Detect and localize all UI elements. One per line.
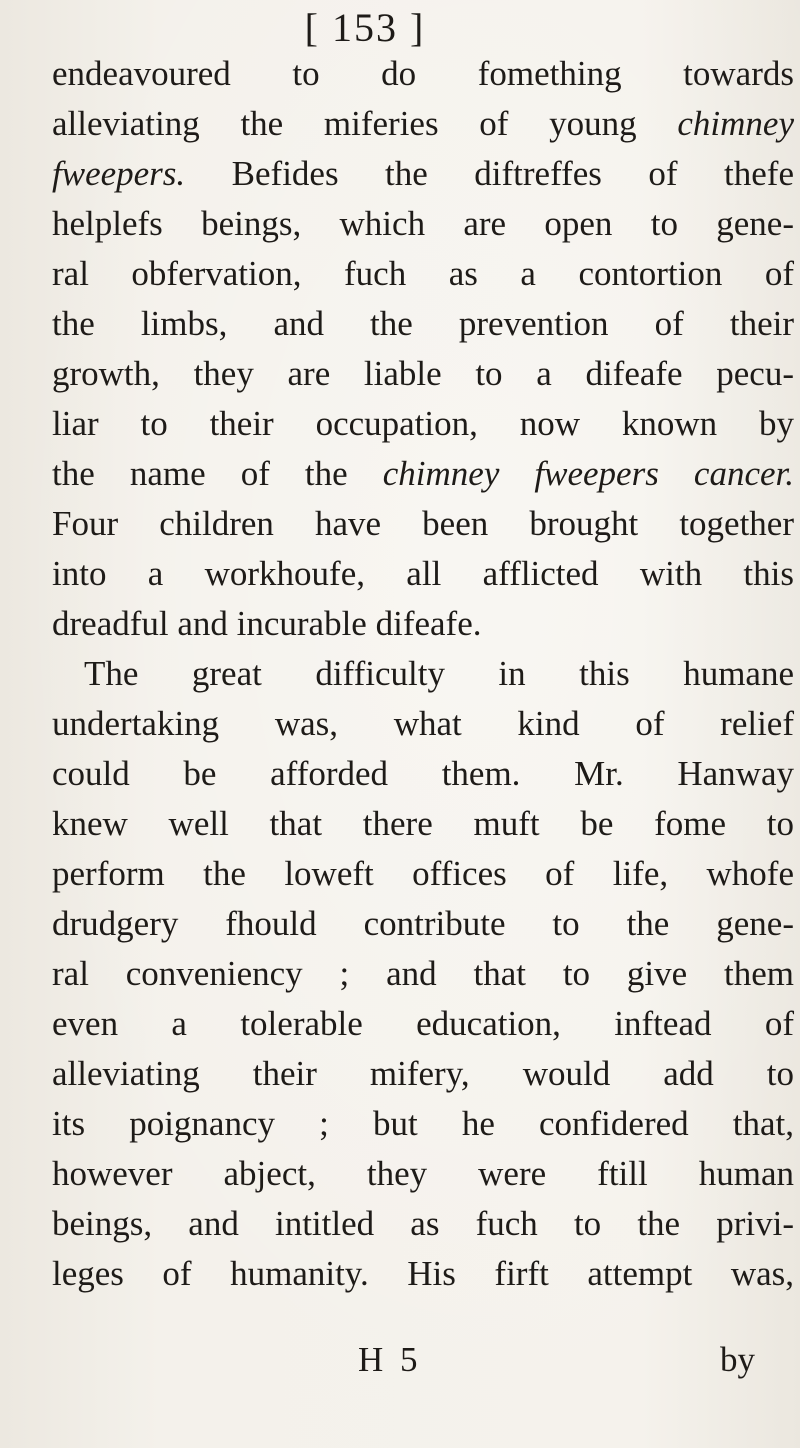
text-line: dreadful and incurable difeafe.: [52, 604, 482, 643]
text-line: however abject, they were ftill human: [52, 1154, 794, 1193]
signature-mark: H 5: [358, 1340, 422, 1379]
page-number: [ 153 ]: [304, 5, 426, 50]
text-line: the limbs, and the prevention of their: [52, 304, 794, 343]
text-line: helplefs beings, which are open to gene-: [52, 204, 794, 243]
text-line: alleviating the miferies of young chimney: [52, 104, 794, 143]
text-line: ral obfervation, fuch as a contortion of: [52, 254, 794, 293]
text-line: endeavoured to do fomething towards: [52, 54, 794, 93]
text-line: ral conveniency ; and that to give them: [52, 954, 794, 993]
text-line: could be afforded them. Mr. Hanway: [52, 754, 794, 793]
text-line: the name of the chimney fweepers cancer.: [52, 454, 794, 493]
catchword: by: [720, 1340, 755, 1379]
text-line: undertaking was, what kind of relief: [52, 704, 794, 743]
italic-phrase: chimney: [677, 104, 794, 143]
text-line: The great difficulty in this humane: [84, 654, 794, 693]
text-line: alleviating their mifery, would add to: [52, 1054, 794, 1093]
italic-phrase: fweepers.: [52, 154, 186, 193]
text-line: perform the loweft offices of life, whofe: [52, 854, 794, 893]
text-line: liar to their occupation, now known by: [52, 404, 794, 443]
text-line: beings, and intitled as fuch to the privi-: [52, 1204, 794, 1243]
text-line: its poignancy ; but he confidered that,: [52, 1104, 794, 1143]
text-line: leges of humanity. His firft attempt was,: [52, 1254, 794, 1293]
text-line: into a workhoufe, all afflicted with this: [52, 554, 794, 593]
italic-phrase: chimney fweepers cancer.: [382, 454, 794, 493]
text-line: even a tolerable education, inftead of: [52, 1004, 794, 1043]
text-line: knew well that there muft be fome to: [52, 804, 794, 843]
text-line: fweepers. Befides the diftreffes of thefe: [52, 154, 794, 193]
text-line: drudgery fhould contribute to the gene-: [52, 904, 794, 943]
page-footer: [0, 1338, 800, 1382]
text-line: Four children have been brought together: [52, 504, 794, 543]
text-line: growth, they are liable to a difeafe pecu-: [52, 354, 794, 393]
